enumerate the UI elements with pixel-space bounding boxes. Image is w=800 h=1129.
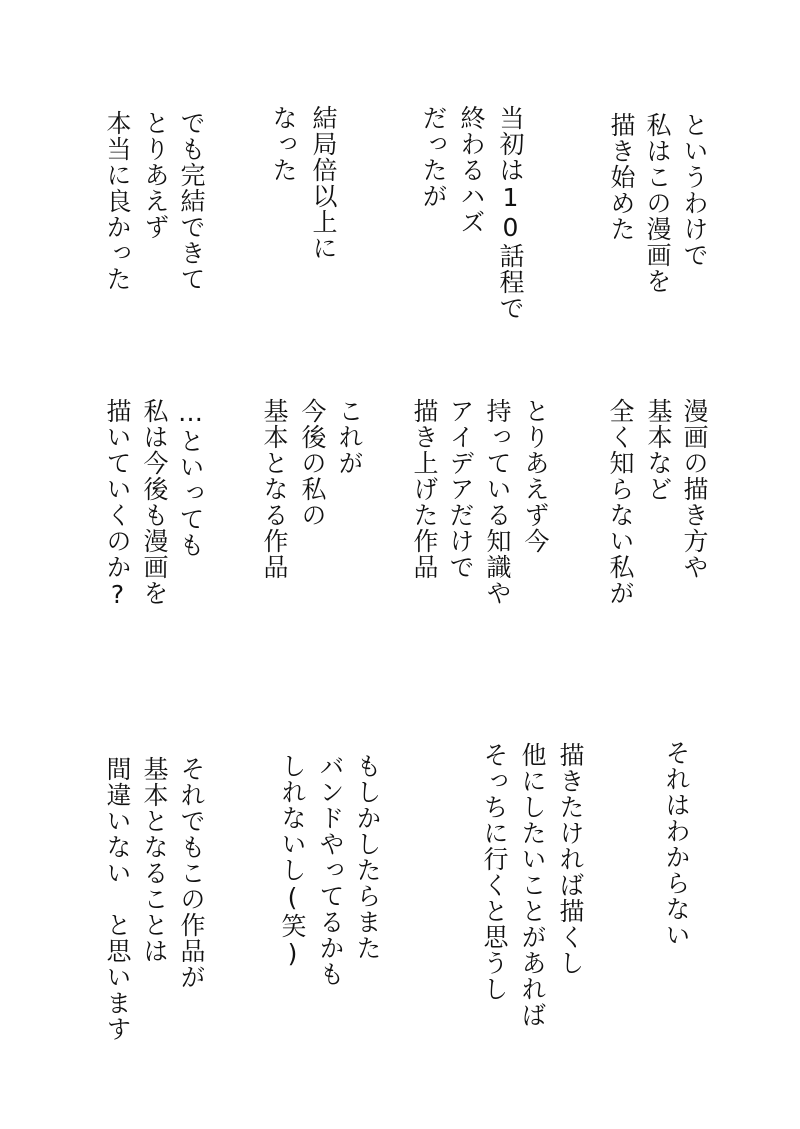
text-column: バンドやってるかも (316, 753, 345, 987)
text-column: 当初は10話程で (496, 105, 525, 321)
text-column: 漫画の描き方や (680, 398, 709, 580)
text-column: しれないし(笑) (278, 753, 307, 969)
text-column: もしかしたらまた (353, 753, 382, 961)
text-column: とりあえず今 (521, 398, 550, 554)
text-column: 他にしたいことがあれば (518, 742, 547, 1028)
text-column: なった (269, 105, 298, 183)
text-column: 今後の私の (298, 398, 327, 528)
text-column: アイデアだけで (446, 398, 475, 580)
text-column: でも完結できて (177, 110, 206, 292)
text-column: 描いていくのか? (103, 398, 132, 610)
text-column: 基本となる作品 (260, 398, 289, 580)
text-column: 全く知らない私が (606, 398, 635, 606)
text-column: 本当に良かった (103, 110, 132, 292)
text-column: これが (335, 398, 364, 476)
text-column: そっちに行くと思うし (480, 742, 509, 1002)
text-column: 結局倍以上に (309, 105, 338, 261)
text-column: 持っている知識や (483, 398, 512, 606)
text-column: 間違いない と思います (103, 756, 132, 1042)
text-column: …といっても (176, 398, 205, 558)
text-column: 基本となることは (140, 756, 169, 964)
text-column: 描きたければ描くし (556, 742, 585, 976)
text-column: だったが (419, 105, 448, 209)
text-column: とりあえず (141, 110, 170, 240)
text-column: それでもこの作品が (177, 756, 206, 990)
text-column: 描き始めた (607, 112, 636, 242)
text-column: 終わるハズ (457, 105, 486, 235)
text-column: 基本など (644, 398, 673, 502)
text-column: 私は今後も漫画を (140, 398, 169, 606)
text-column: というわけで (680, 112, 709, 268)
text-column: それはわからない (662, 740, 691, 948)
text-column: 描き上げた作品 (410, 398, 439, 580)
text-column: 私はこの漫画を (643, 112, 672, 294)
